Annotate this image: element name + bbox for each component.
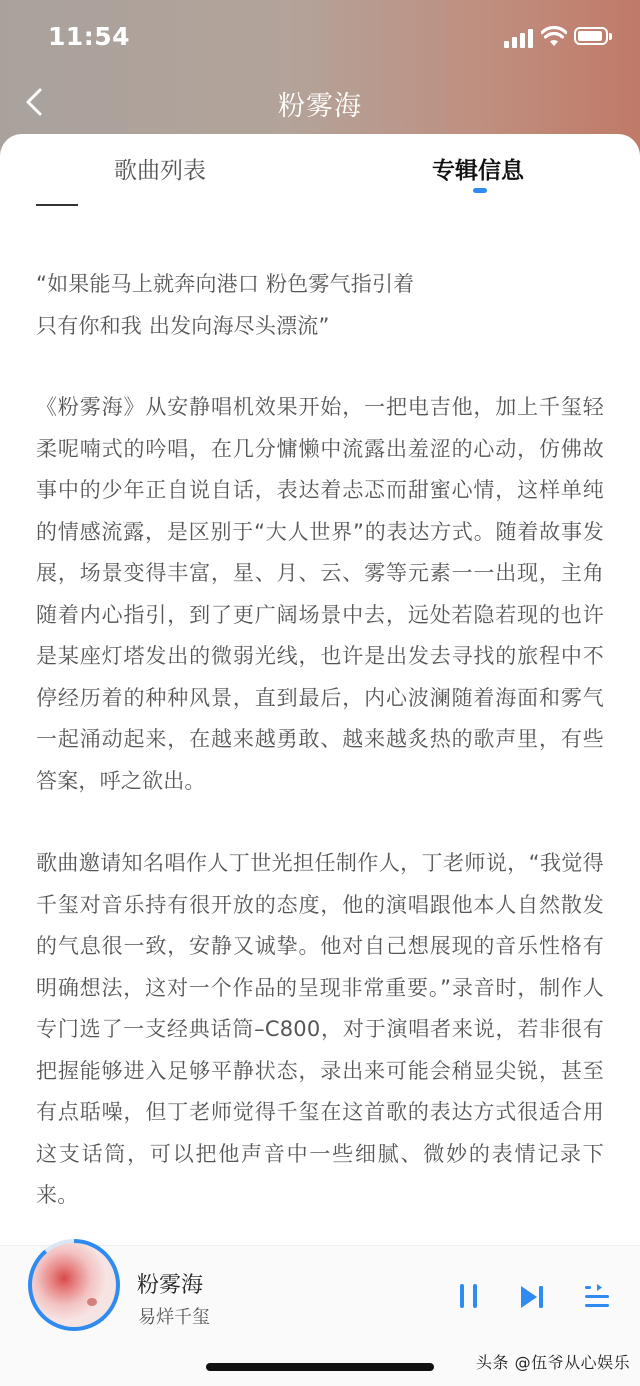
- status-bar: [0, 0, 640, 70]
- quote-line-2: 只有你和我 出发向海尽头漂流”: [36, 313, 330, 338]
- wifi-icon: [541, 26, 567, 48]
- album-description: [36, 264, 604, 1217]
- page-title: 粉雾海: [278, 91, 362, 122]
- playback-progress-ring: [28, 1239, 120, 1331]
- now-playing-title: 粉雾海: [137, 1273, 204, 1298]
- tab-song-list[interactable]: 歌曲列表: [114, 158, 206, 184]
- tab-album-info[interactable]: 专辑信息: [432, 158, 524, 184]
- cellular-signal-icon: [504, 28, 534, 48]
- next-track-icon[interactable]: [518, 1284, 546, 1310]
- album-info-sheet: [0, 134, 640, 1245]
- quote-line-1: “如果能马上就奔向港口 粉色雾气指引着: [36, 272, 415, 296]
- description-paragraph-1: 《粉雾海》从安静唱机效果开始，一把电吉他，加上千玺轻柔呢喃式的吟唱，在几分慵懒中流露出羞涩的心动，仿佛故事中的少年正自说自话，表达着忐忑而甜蜜心情，这样单纯的情感流露，是区别于“大人世界”的表达方式。随着故事发展，场景变得丰富，星、月、云、雾等元素一一出现，主角随着内心指引，到了更广阔场景中去，远处若隐若现的也许是某座灯塔发出的微弱光线，也许是出发去寻找的旅程中不停经历着的种种风景，直到最后，内心波澜随着海面和雾气一起涌动起来，在越来越勇敢、越来越炙热的歌声里，有些答案，呼之欲出。: [36, 395, 604, 793]
- playlist-icon[interactable]: [584, 1284, 612, 1310]
- watermark: 头条 @伍爷从心娱乐: [476, 1353, 631, 1372]
- battery-icon: [574, 27, 608, 45]
- pause-icon[interactable]: [457, 1284, 481, 1310]
- status-time: 11:54: [48, 22, 131, 51]
- album-cover[interactable]: [32, 1243, 116, 1327]
- now-playing-artist: 易烊千玺: [138, 1307, 210, 1328]
- home-indicator: [206, 1363, 434, 1371]
- description-paragraph-2: 歌曲邀请知名唱作人丁世光担任制作人，丁老师说，“我觉得千玺对音乐持有很开放的态度，他的演唱跟他本人自然散发的气息很一致，安静又诚挚。他对自己想展现的音乐性格有明确想法，这对一个作品的呈现非常重要。”录音时，制作人专门选了一支经典话筒–C800，对于演唱者来说，若非很有把握能够进入足够平静状态，录出来可能会稍显尖锐，甚至有点聒噪，但丁老师觉得千玺在这首歌的表达方式很适合用这支话筒，可以把他声音中一些细腻、微妙的表情记录下来。: [36, 851, 604, 1207]
- lyric-quote: [36, 264, 604, 347]
- section-divider: [36, 204, 78, 206]
- active-tab-indicator: [473, 188, 487, 193]
